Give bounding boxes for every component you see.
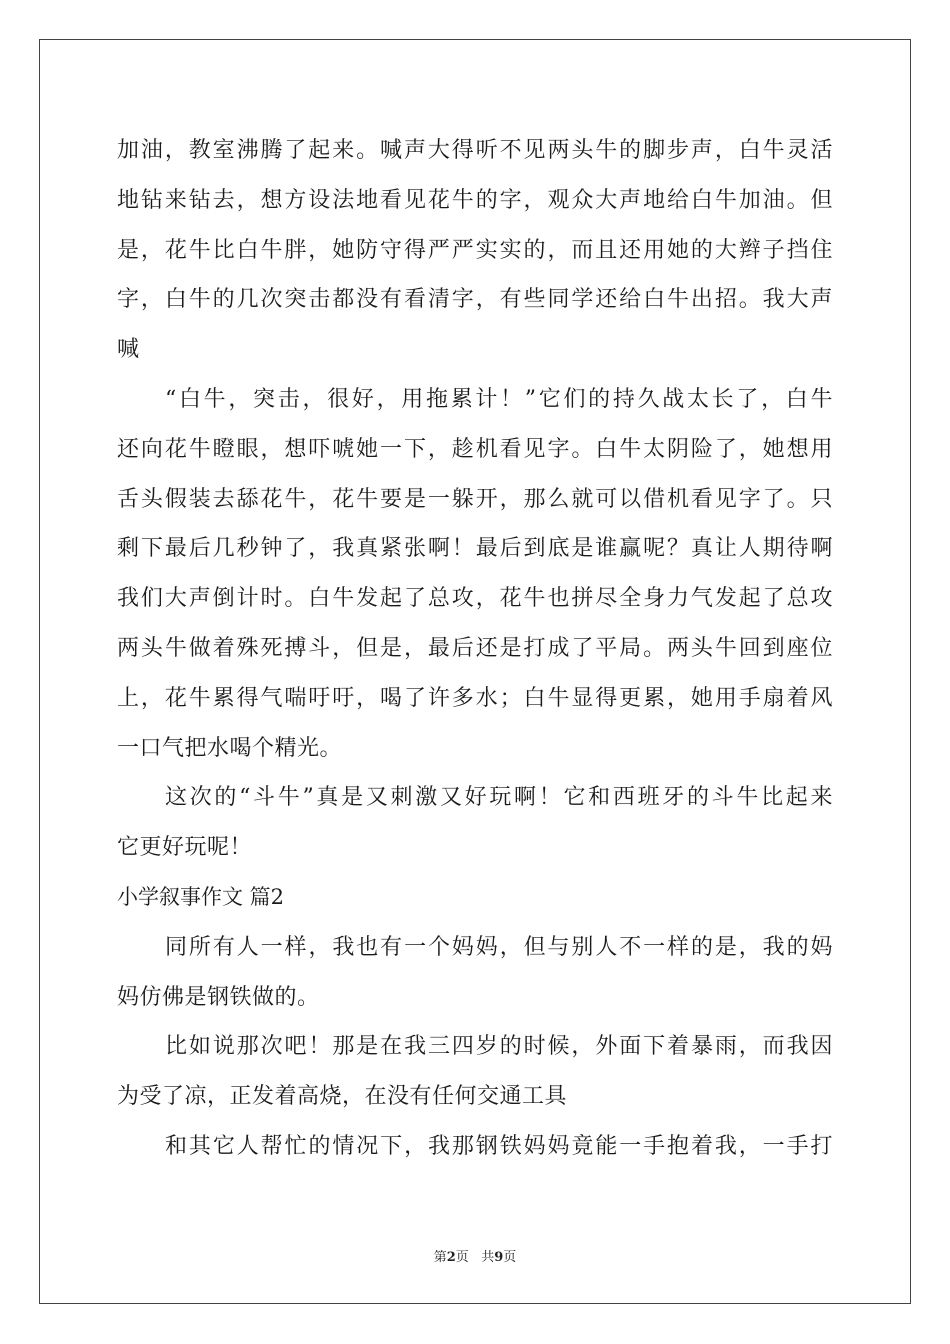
text-line: 这次的“斗牛”真是又刺激又好玩啊！它和西班牙的斗牛比起来 [165, 785, 833, 811]
text-line: 加油，教室沸腾了起来。喊声大得听不见两头牛的脚步声，白牛灵活 [117, 138, 833, 163]
text-line: 字，白牛的几次突击都没有看清字，有些同学还给白牛出招。我大声 [117, 287, 833, 313]
total-prefix: 共 [481, 1250, 495, 1265]
page-unit: 页 [455, 1250, 469, 1265]
text-line: 上，花牛累得气喘吁吁，喝了许多水；白牛显得更累，她用手扇着风 [117, 685, 833, 711]
total-unit: 页 [503, 1250, 517, 1265]
text-line: 它更好玩呢！ [117, 835, 253, 861]
page-footer [0, 1246, 950, 1265]
text-line: 喊 [117, 337, 140, 363]
text-line: 还向花牛瞪眼，想吓唬她一下，趁机看见字。白牛太阴险了，她想用 [117, 436, 833, 462]
text-line: 两头牛做着殊死搏斗，但是，最后还是打成了平局。两头牛回到座位 [117, 635, 833, 661]
text-line: 是，花牛比白牛胖，她防守得严严实实的，而且还用她的大辫子挡住 [117, 237, 833, 263]
text-line: 同所有人一样，我也有一个妈妈，但与别人不一样的是，我的妈 [165, 934, 833, 960]
page-prefix: 第 [433, 1250, 447, 1265]
current-page-number: 2 [446, 1250, 456, 1265]
text-line: 我们大声倒计时。白牛发起了总攻，花牛也拼尽全身力气发起了总攻 [117, 586, 833, 612]
text-line: 剩下最后几秒钟了，我真紧张啊！最后到底是谁赢呢？真让人期待啊 [117, 536, 833, 562]
section-heading: 小学叙事作文 篇2 [117, 884, 285, 909]
text-line: “白牛，突击，很好，用拖累计！”它们的持久战太长了，白牛 [165, 386, 833, 412]
text-line: 舌头假装去舔花牛，花牛要是一躲开，那么就可以借机看见字了。只 [117, 486, 833, 512]
document-body [117, 126, 833, 1172]
text-line: 为受了凉，正发着高烧，在没有任何交通工具 [117, 1084, 568, 1110]
total-page-number: 9 [494, 1250, 504, 1265]
text-line: 妈仿佛是钢铁做的。 [117, 984, 320, 1010]
text-line: 和其它人帮忙的情况下，我那钢铁妈妈竟能一手抱着我，一手打 [165, 1133, 833, 1159]
text-line: 比如说那次吧！那是在我三四岁的时候，外面下着暴雨，而我因 [165, 1034, 833, 1060]
text-line: 地钻来钻去，想方设法地看见花牛的字，观众大声地给白牛加油。但 [117, 187, 833, 213]
text-line: 一口气把水喝个精光。 [117, 735, 343, 761]
